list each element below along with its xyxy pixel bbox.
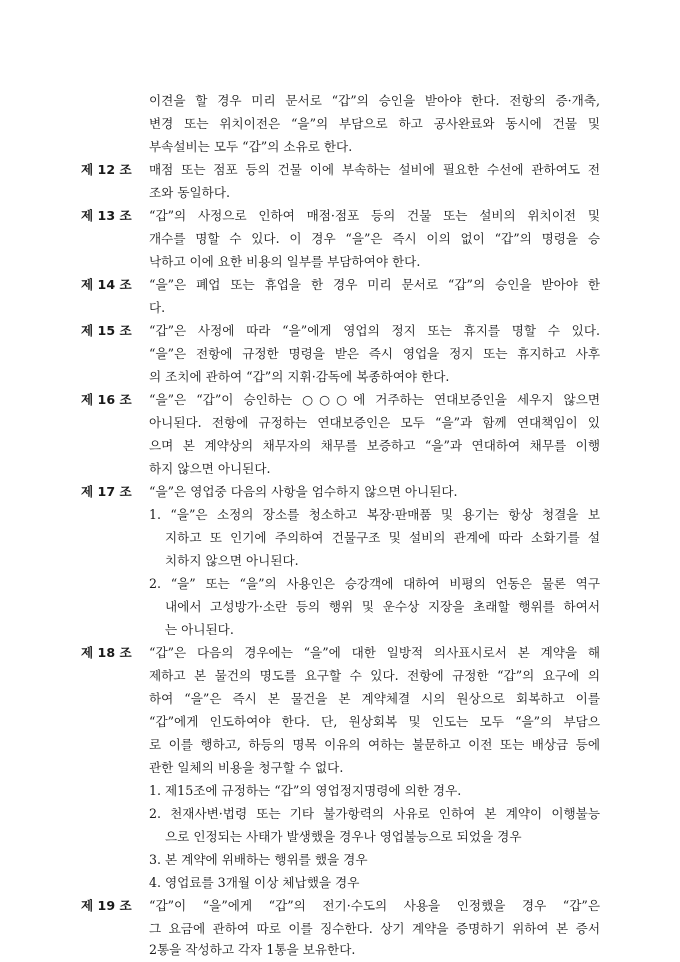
intro-line: 변경 또는 위치이전은 “을”의 부담으로 하고 공사완료와 동시에 건물 및: [149, 116, 600, 131]
article-18-item: 3. 본 계약에 위배하는 행위를 했을 경우: [149, 852, 368, 867]
article-13-label: 제 13 조: [81, 208, 132, 223]
article-17-line: “을”은 영업중 다음의 사항을 엄수하지 않으면 아니된다.: [149, 484, 458, 499]
article-18-line: 하여 “을”은 즉시 본 물건을 본 계약체결 시의 원상으로 회복하고 이를: [149, 691, 600, 706]
article-14-line: 다.: [149, 300, 166, 315]
article-19-line: 그 요금에 관하여 따로 이를 징수한다. 상기 계약을 증명하기 위하여 본 증서: [149, 921, 600, 936]
article-18-line: 로 이를 행하고, 하등의 명목 이유의 여하는 불문하고 이전 또는 배상금 등에: [149, 737, 600, 752]
article-15-line: 의 조치에 관하여 “갑”의 지휘·감독에 복종하여야 한다.: [149, 369, 450, 384]
article-18-label: 제 18 조: [81, 645, 132, 660]
article-17-item: 치하지 않으면 아니된다.: [165, 553, 299, 568]
article-17-item: 는 아니된다.: [165, 622, 234, 637]
article-16-line: 아니된다. 전항에 규정하는 연대보증인은 모두 “을”과 함께 연대책임이 있: [149, 415, 600, 430]
article-19-label: 제 19 조: [81, 898, 132, 913]
article-17-item: 1. “을”은 소정의 장소를 청소하고 복장·판매품 및 용기는 항상 청결을 보: [149, 507, 600, 522]
article-17-item: 지하고 또 인기에 주의하여 건물구조 및 설비의 관계에 따라 소화기를 설: [165, 530, 600, 545]
article-13-line: 낙하고 이에 요한 비용의 일부를 부담하여야 한다.: [149, 254, 421, 269]
article-16-line: “을”은 “갑”이 승인하는 ○○○에 거주하는 연대보증인을 세우지 않으면: [149, 392, 600, 407]
intro-line: 부속설비는 모두 “갑”의 소유로 한다.: [149, 139, 353, 154]
article-15-label: 제 15 조: [81, 323, 132, 338]
article-18-item: 4. 영업료를 3개월 이상 체납했을 경우: [149, 875, 360, 890]
article-12-label: 제 12 조: [81, 162, 132, 177]
article-14-line: “을”은 폐업 또는 휴업을 한 경우 미리 문서로 “갑”의 승인을 받아야 한: [149, 277, 600, 292]
article-17-item: 2. “을” 또는 “을”의 사용인은 승강객에 대하여 비평의 언동은 물론 역구: [149, 576, 600, 591]
article-18-item: 1. 제15조에 규정하는 “갑”의 영업정지명령에 의한 경우.: [149, 783, 462, 798]
article-12-line: 매점 또는 점포 등의 건물 이에 부속하는 설비에 필요한 수선에 관하여도 전: [149, 162, 600, 177]
article-18-item: 으로 인정되는 사태가 발생했을 경우나 영업불능으로 되었을 경우: [165, 829, 522, 844]
article-18-line: “갑”은 다음의 경우에는 “을”에 대한 일방적 의사표시로서 본 계약을 해: [149, 645, 600, 660]
article-17-item: 내에서 고성방가·소란 등의 행위 및 운수상 지장을 초래할 행위를 하여서: [165, 599, 600, 614]
article-16-label: 제 16 조: [81, 392, 132, 407]
article-18-line: “갑”에게 인도하여야 한다. 단, 원상회복 및 인도는 모두 “을”의 부담으: [149, 714, 600, 729]
article-17-label: 제 17 조: [81, 484, 132, 499]
article-19-line: 2통을 작성하고 각자 1통을 보유한다.: [149, 942, 356, 957]
article-15-line: “을”은 전항에 규정한 명령을 받은 즉시 영업을 정지 또는 휴지하고 사후: [149, 346, 600, 361]
article-18-item: 2. 천재사변·법령 또는 기타 불가항력의 사유로 인하여 본 계약이 이행불능: [149, 806, 600, 821]
article-15-line: “갑”은 사정에 따라 “을”에게 영업의 정지 또는 휴지를 명할 수 있다.: [149, 323, 600, 338]
article-16-line: 으며 본 계약상의 채무자의 채무를 보증하고 “을”과 연대하여 채무를 이행: [149, 438, 600, 453]
intro-line: 이견을 할 경우 미리 문서로 “갑”의 승인을 받아야 한다. 전항의 증·개축,: [149, 93, 600, 108]
article-19-line: “갑”이 “을”에게 “갑”의 전기·수도의 사용을 인정했을 경우 “갑”은: [149, 898, 600, 913]
article-14-label: 제 14 조: [81, 277, 132, 292]
article-13-line: 개수를 명할 수 있다. 이 경우 “을”은 즉시 이의 없이 “갑”의 명령을 승: [149, 231, 600, 246]
article-18-line: 제하고 본 물건의 명도를 요구할 수 있다. 전항에 규정한 “갑”의 요구에 의: [149, 668, 600, 683]
article-12-line: 조와 동일하다.: [149, 185, 230, 200]
article-18-line: 관한 일체의 비용을 청구할 수 없다.: [149, 760, 344, 775]
article-16-line: 하지 않으면 아니된다.: [149, 461, 271, 476]
article-13-line: “갑”의 사정으로 인하여 매점·점포 등의 건물 또는 설비의 위치이전 및: [149, 208, 600, 223]
